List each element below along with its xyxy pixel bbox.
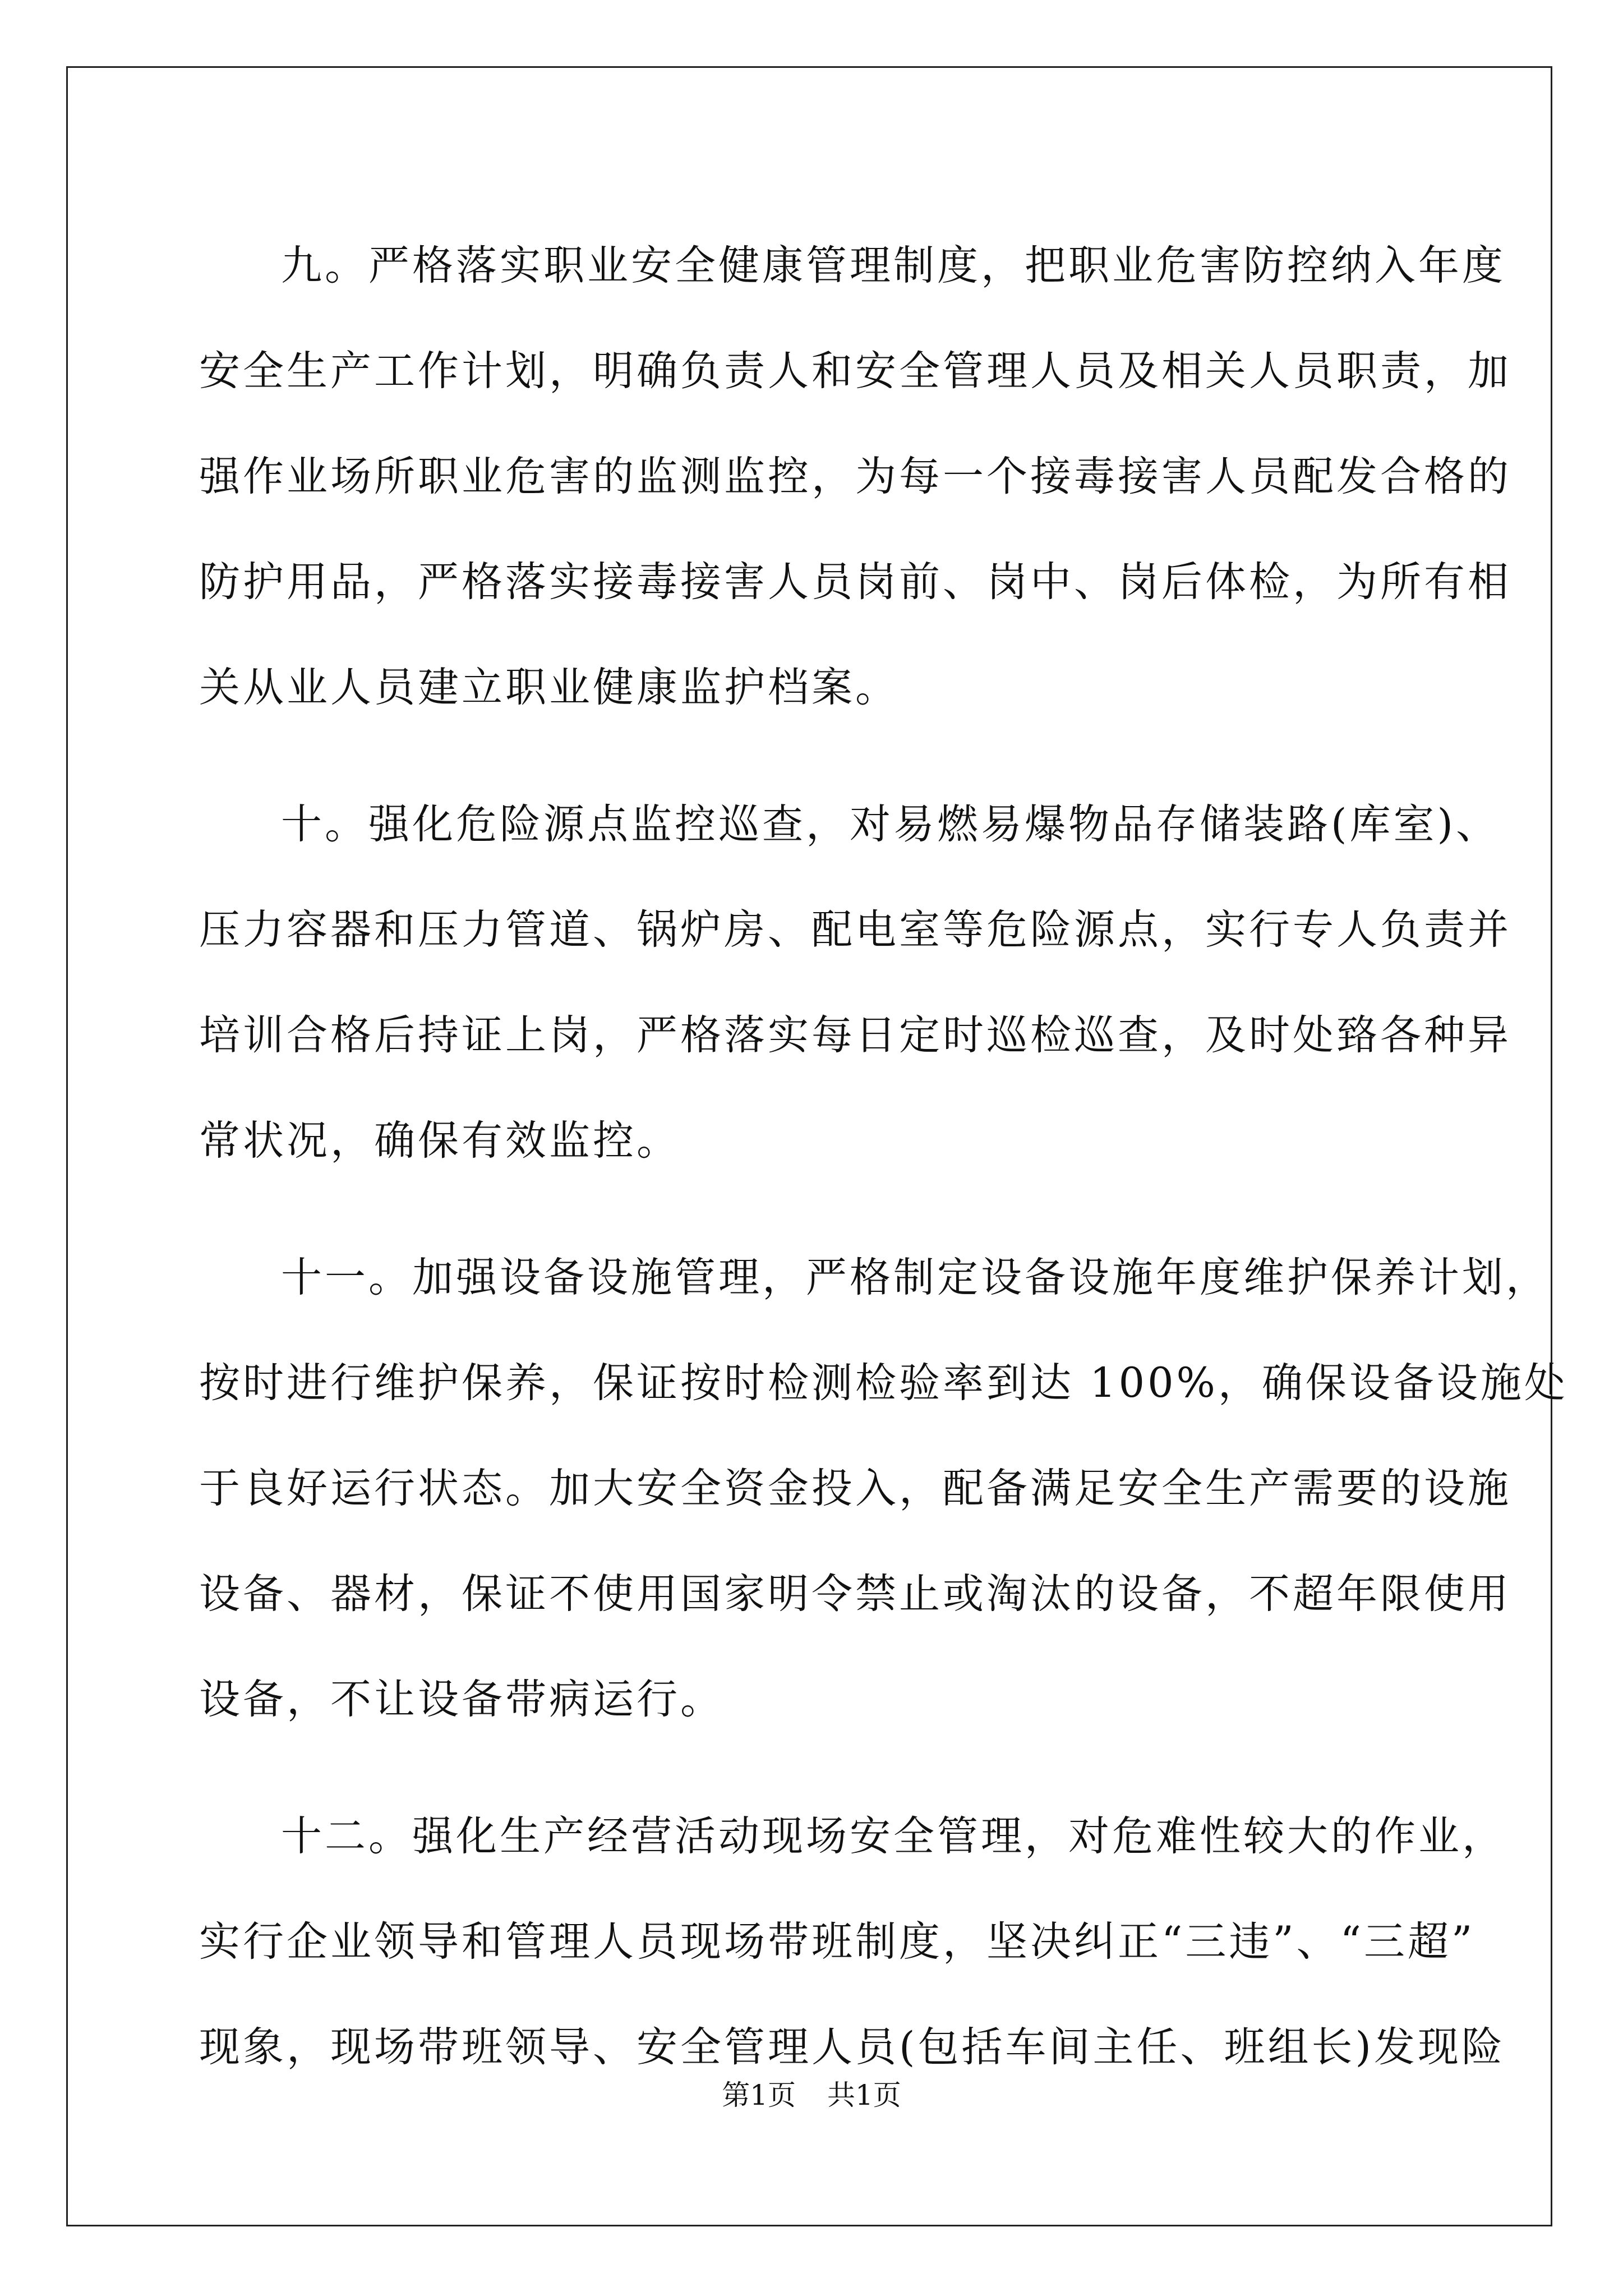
paragraph-11 [199, 1225, 1568, 1752]
text-line: 防护用品，严格落实接毒接害人员岗前、岗中、岗后体检，为所有相 [199, 558, 1511, 606]
page-total: 共1页 [827, 2079, 901, 2111]
document-body [199, 213, 1568, 2132]
text-line: 十一。加强设备设施管理，严格制定设备设施年度维护保养计划， [281, 1254, 1550, 1301]
text-line: 按时进行维护保养，保证按时检测检验率到达 100%，确保设备设施处 [199, 1359, 1568, 1407]
text-line: 培训合格后持证上岗，严格落实每日定时巡检巡查，及时处臵各种异 [199, 1011, 1511, 1059]
paragraph-12 [199, 1784, 1506, 2100]
text-line: 强作业场所职业危害的监测监控，为每一个接毒接害人员配发合格的 [199, 453, 1511, 500]
paragraph-9 [199, 213, 1511, 740]
text-line: 压力容器和压力管道、锅炉房、配电室等危险源点，实行专人负责并 [199, 906, 1511, 954]
text-line: 九。严格落实职业安全健康管理制度，把职业危害防控纳入年度 [281, 242, 1506, 289]
text-line: 关从业人员建立职业健康监护档案。 [199, 664, 899, 711]
page-footer [0, 2078, 1623, 2112]
text-line: 于良好运行状态。加大安全资金投入，配备满足安全生产需要的设施 [199, 1465, 1511, 1512]
paragraph-10 [199, 772, 1511, 1194]
text-line: 十。强化危险源点监控巡查，对易燃易爆物品存储装路(库室)、 [281, 800, 1500, 848]
text-line: 设备、器材，保证不使用国家明令禁止或淘汰的设备，不超年限使用 [199, 1570, 1511, 1618]
text-line: 安全生产工作计划，明确负责人和安全管理人员及相关人员职责，加 [199, 347, 1511, 395]
text-line: 设备，不让设备带病运行。 [199, 1676, 724, 1723]
page-number: 第1页 [722, 2079, 796, 2111]
text-line: 实行企业领导和管理人员现场带班制度，坚决纠正“三违”、“三超” [199, 1918, 1476, 1966]
text-line: 十二。强化生产经营活动现场安全管理，对危难性较大的作业， [281, 1812, 1506, 1860]
text-line: 常状况，确保有效监控。 [199, 1117, 680, 1165]
text-line: 现象，现场带班领导、安全管理人员(包括车间主任、班组长)发现险 [199, 2023, 1505, 2071]
